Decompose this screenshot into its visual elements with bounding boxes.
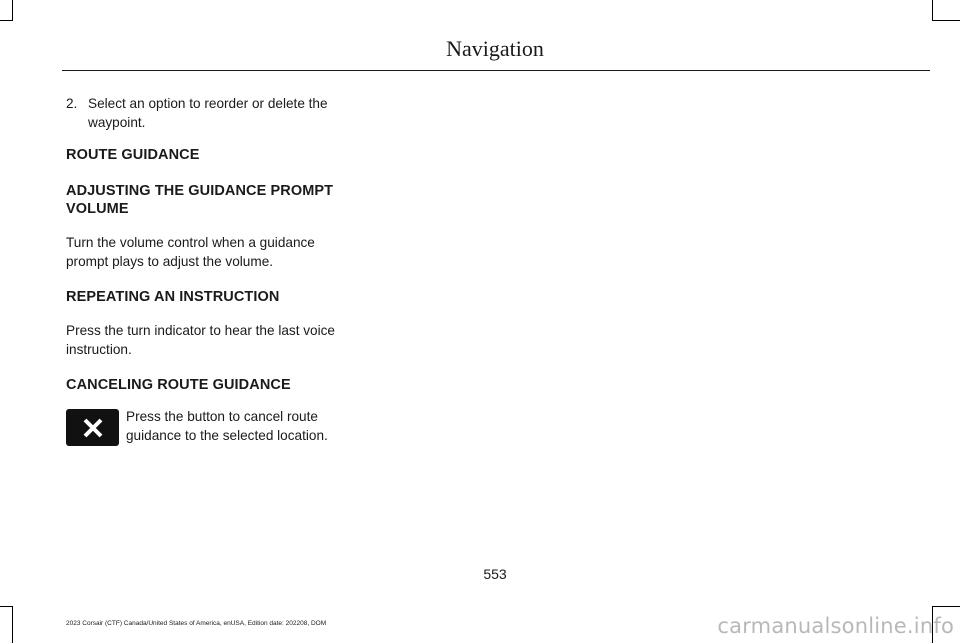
edition-footer: 2023 Corsair (CTF) Canada/United States of America, enUSA, Edition date: 202208, DOM [66,620,327,627]
page-title: Navigation [446,36,544,61]
page-number: 553 [483,566,507,582]
step-text: Select an option to reorder or delete the waypoint. [88,96,328,130]
watermark: carmanualsonline.info [717,614,954,638]
section-heading-route-guidance: ROUTE GUIDANCE [66,147,200,163]
subheading-cancel-guidance: CANCELING ROUTE GUIDANCE [66,377,291,393]
crop-mark [0,20,13,21]
cancel-guidance-row [66,407,341,446]
crop-mark [0,606,13,607]
paragraph-repeat-instruction: Press the turn indicator to hear the last voice instruction. [66,323,335,357]
crop-mark [12,0,13,20]
crop-mark [932,0,933,20]
paragraph-guidance-volume: Turn the volume control when a guidance prompt plays to adjust the volume. [66,235,315,269]
header-divider [62,70,930,71]
subheading-repeat-instruction: REPEATING AN INSTRUCTION [66,289,280,305]
cancel-x-icon [66,409,119,446]
subheading-guidance-volume: ADJUSTING THE GUIDANCE PROMPT VOLUME [66,183,334,217]
crop-mark [12,606,13,643]
content-column [66,94,341,446]
step-item [66,94,341,132]
crop-mark [932,20,960,21]
paragraph-cancel-guidance: Press the button to cancel route guidance to the selected location. [126,409,328,443]
step-number: 2. [66,96,78,111]
crop-mark [932,606,960,607]
